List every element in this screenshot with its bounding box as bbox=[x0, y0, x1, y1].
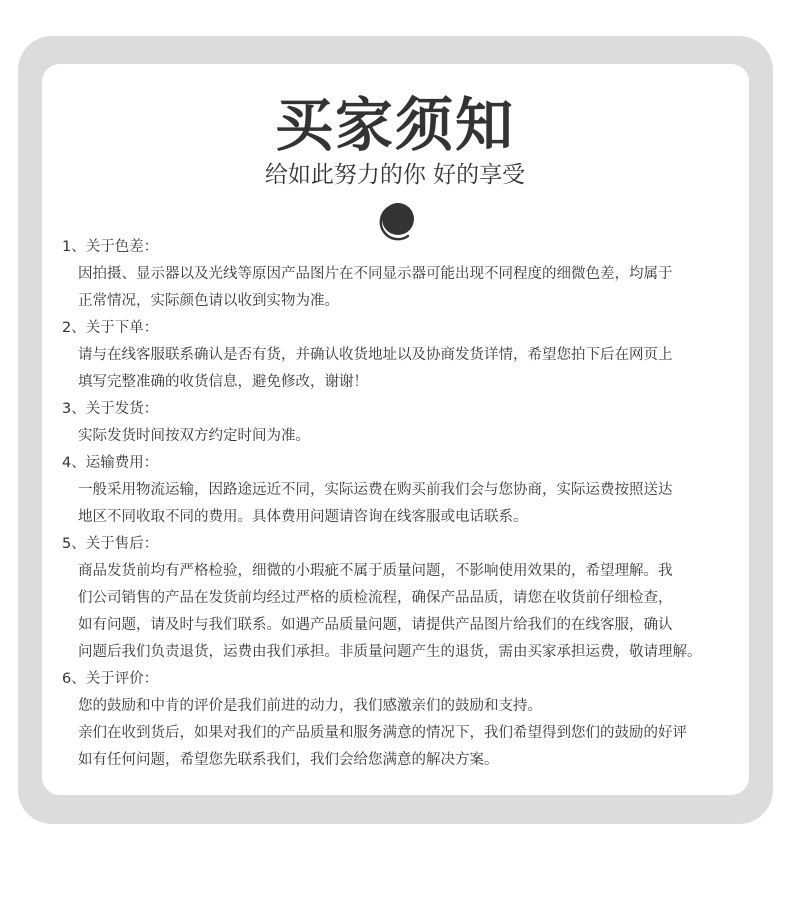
section-heading: 3、关于发货： bbox=[62, 401, 159, 417]
page-subtitle: 给如此努力的你 好的享受 bbox=[264, 162, 526, 188]
section-text: 实际发货时间按双方约定时间为准。 bbox=[78, 428, 310, 444]
section-text: 如有任何问题，希望您先联系我们，我们会给您满意的解决方案。 bbox=[78, 752, 499, 768]
section-heading: 4、运输费用： bbox=[62, 455, 159, 471]
section-3 bbox=[62, 396, 752, 450]
section-text: 地区不同收取不同的费用。具体费用问题请咨询在线客服或电话联系。 bbox=[78, 509, 528, 525]
section-heading: 1、关于色差： bbox=[62, 239, 159, 255]
section-text: 们公司销售的产品在发货前均经过严格的质检流程，确保产品品质，请您在收货前仔细检查， bbox=[78, 590, 673, 606]
section-5 bbox=[62, 531, 752, 666]
section-text: 因拍摄、显示器以及光线等原因产品图片在不同显示器可能出现不同程度的细微色差，均属于 bbox=[78, 266, 673, 282]
section-text: 一般采用物流运输，因路途远近不同，实际运费在购买前我们会与您协商，实际运费按照送达 bbox=[78, 482, 673, 498]
section-text: 亲们在收到货后，如果对我们的产品质量和服务满意的情况下，我们希望得到您们的鼓励的好评 bbox=[78, 725, 687, 741]
section-2 bbox=[62, 315, 752, 396]
section-4 bbox=[62, 450, 752, 531]
section-1 bbox=[62, 234, 752, 315]
section-text: 正常情况，实际颜色请以收到实物为准。 bbox=[78, 293, 339, 309]
section-text: 填写完整准确的收货信息，避免修改，谢谢！ bbox=[78, 374, 368, 390]
section-heading: 6、关于评价： bbox=[62, 671, 159, 687]
section-text: 商品发货前均有严格检验，细微的小瑕疵不属于质量问题，不影响使用效果的，希望理解。我 bbox=[78, 563, 673, 579]
section-text: 您的鼓励和中肯的评价是我们前进的动力，我们感激亲们的鼓励和支持。 bbox=[78, 698, 542, 714]
notice-content bbox=[62, 234, 752, 774]
section-heading: 2、关于下单： bbox=[62, 320, 159, 336]
section-text: 问题后我们负责退货，运费由我们承担。非质量问题产生的退货，需由买家承担运费，敬请理解。 bbox=[78, 644, 702, 660]
section-heading: 5、关于售后： bbox=[62, 536, 159, 552]
section-text: 请与在线客服联系确认是否有货，并确认收货地址以及协商发货详情，希望您拍下后在网页上 bbox=[78, 347, 673, 363]
page-title: 买家须知 bbox=[274, 91, 515, 159]
section-text: 如有问题，请及时与我们联系。如遇产品质量问题，请提供产品图片给我们的在线客服，确认 bbox=[78, 617, 673, 633]
section-6 bbox=[62, 666, 752, 774]
